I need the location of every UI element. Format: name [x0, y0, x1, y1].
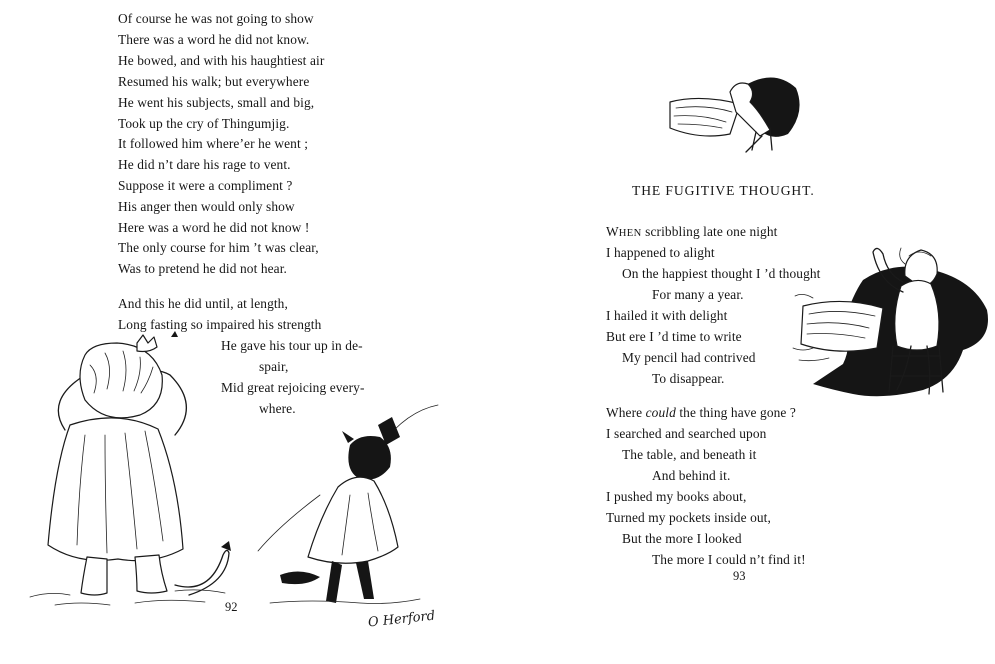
verse-line: Here was a word he did not know ! — [118, 220, 310, 235]
verse-line: Was to pretend he did not hear. — [118, 261, 287, 276]
verse-line: The more I could n’t find it! — [652, 552, 806, 567]
signature: O Herford — [367, 608, 436, 631]
verse-line: He gave his tour up in de- — [221, 338, 363, 353]
sleeping-writer-illustration — [666, 72, 806, 154]
verse-line: He went his subjects, small and big, — [118, 95, 315, 110]
verse-line: I happened to alight — [606, 245, 715, 260]
verse-line: spair, — [259, 359, 289, 374]
verse-line: Suppose it were a compliment ? — [118, 178, 293, 193]
left-page — [0, 0, 497, 664]
verse-line: But the more I looked — [622, 531, 742, 546]
verse-line: I hailed it with delight — [606, 308, 728, 323]
verse-line: Resumed his walk; but everywhere — [118, 74, 310, 89]
verse-line: It followed him where’er he went ; — [118, 136, 309, 151]
verse-line: To disappear. — [652, 371, 725, 386]
verse-line: Of course he was not going to show — [118, 11, 314, 26]
verse-line: His anger then would only show — [118, 199, 295, 214]
verse-line: Long fasting so impaired his strength — [118, 317, 322, 332]
verse-line: The table, and beneath it — [622, 447, 757, 462]
verse-line: He did n’t dare his rage to vent. — [118, 157, 291, 172]
verse-line: I pushed my books about, — [606, 489, 747, 504]
verse-line: There was a word he did not know. — [118, 32, 310, 47]
poem-title: THE FUGITIVE THOUGHT. — [632, 183, 815, 198]
verse-line: where. — [259, 401, 296, 416]
writer-thinking-illustration — [793, 236, 989, 402]
verse-line: The only course for him ’t was clear, — [118, 240, 319, 255]
verse-line: Mid great rejoicing every- — [221, 380, 365, 395]
page-number: 93 — [733, 569, 746, 583]
verse-line: And this he did until, at length, — [118, 296, 288, 311]
fox-illustration — [250, 405, 445, 615]
verse-line: Turned my pockets inside out, — [606, 510, 771, 525]
page-number: 92 — [225, 600, 238, 614]
verse-line: But ere I ’d time to write — [606, 329, 742, 344]
verse-line: And behind it. — [652, 468, 731, 483]
verse-line: WHEN scribbling late one night — [606, 224, 778, 239]
verse-line: Where could the thing have gone ? — [606, 405, 796, 420]
verse-line: He bowed, and with his haughtiest air — [118, 53, 325, 68]
verse-line: Took up the cry of Thingumjig. — [118, 116, 290, 131]
right-page — [498, 0, 995, 664]
verse-line: For many a year. — [652, 287, 744, 302]
verse-line: On the happiest thought I ’d thought — [622, 266, 821, 281]
verse-line: My pencil had contrived — [622, 350, 756, 365]
verse-line: I searched and searched upon — [606, 426, 767, 441]
lion-king-illustration — [25, 335, 240, 615]
